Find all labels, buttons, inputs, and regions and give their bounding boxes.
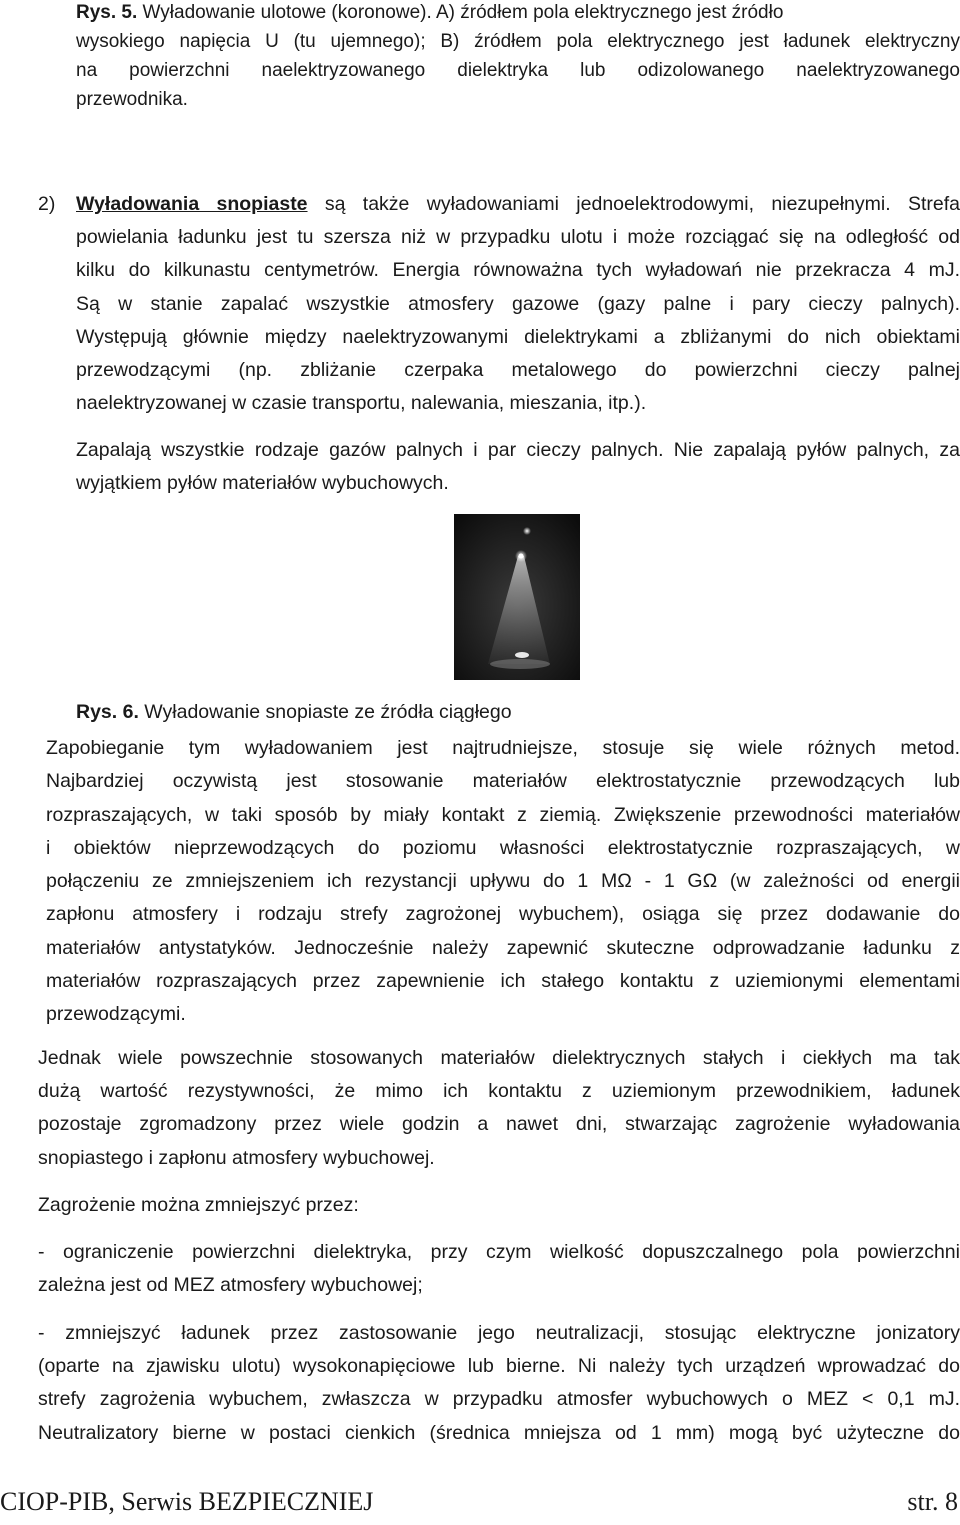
figure-6-label: Rys. 6. xyxy=(76,701,139,723)
caption-line xyxy=(76,0,960,27)
paragraph-line: Są w stanie zapalać wszystkie atmosfery gazowe (gazy palne i pary cieczy palnych). xyxy=(76,292,960,315)
section-number: 2) xyxy=(38,193,56,215)
figure-6-caption-text: Wyładowanie snopiaste ze źródła ciągłego xyxy=(138,701,512,723)
brush-discharge-image xyxy=(454,514,580,680)
list-line: strefy zagrożenia wybuchem, zwłaszcza w przypadku atmosfer wybuchowych o MEZ < 0,1 mJ. xyxy=(38,1388,960,1411)
paragraph-line: materiałów rozpraszających przez zapewnienie ich stałego kontaktu z uziemionymi elementami xyxy=(46,970,960,993)
paragraph-line: Jednak wiele powszechnie stosowanych materiałów dielektrycznych stałych i ciekłych ma tak xyxy=(38,1047,960,1069)
paragraph-line: przewodzącymi. xyxy=(46,1003,186,1026)
brush-discharge-photo xyxy=(454,514,580,680)
paragraph-line: Najbardziej oczywistą jest stosowanie materiałów elektrostatycznie przewodzących lub xyxy=(46,770,960,793)
footer-source: CIOP-PIB, Serwis BEZPIECZNIEJ xyxy=(0,1487,374,1516)
reduce-intro: Zagrożenie można zmniejszyć przez: xyxy=(38,1194,359,1216)
list-line: Neutralizatory bierne w postaci cienkich (średnica mniejsza od 1 mm) mogą być użyteczne do xyxy=(38,1421,960,1444)
section-2-paragraph xyxy=(76,188,960,420)
page-footer xyxy=(0,1487,960,1523)
list-line: - ograniczenie powierzchni dielektryka, przy czym wielkość dopuszczalnego pola powierzchni xyxy=(38,1241,960,1263)
paragraph-line: Zapobieganie tym wyładowaniem jest najtrudniejsze, stosuje się wiele różnych metod. xyxy=(46,737,960,759)
reduce-item-2 xyxy=(38,1317,960,1450)
paragraph-line: i obiektów nieprzewodzących do poziomu własności elektrostatycznie rozpraszających, w xyxy=(46,836,960,859)
caption-line: przewodnika. xyxy=(76,89,188,110)
paragraph-line: wyjątkiem pyłów materiałów wybuchowych. xyxy=(76,472,449,495)
reduce-item-1 xyxy=(38,1236,960,1302)
list-line: (oparte na zjawisku ulotu) wysokonapięciowe lub bierne. Ni należy tych urządzeń wprowadzać do xyxy=(38,1355,960,1378)
paragraph-line: są także wyładowaniami jednoelektrodowymi, niezupełnymi. Strefa xyxy=(307,193,960,215)
paragraph-line: kilku do kilkunastu centymetrów. Energia równoważna tych wyładowań nie przekracza 4 mJ. xyxy=(76,259,960,282)
figure-6-caption xyxy=(76,696,512,729)
paragraph-line: Zapalają wszystkie rodzaje gazów palnych i par cieczy palnych. Nie zapalają pyłów palnych, za xyxy=(76,439,960,461)
paragraph-line: dużą wartość rezystywności, że mimo ich kontaktu z uziemionym przewodnikiem, ładunek xyxy=(38,1080,960,1103)
ignition-paragraph xyxy=(76,434,960,500)
page-number: str. 8 xyxy=(907,1487,958,1516)
list-line: zależna jest od MEZ atmosfery wybuchowej; xyxy=(38,1274,423,1297)
caption-line: wysokiego napięcia U (tu ujemnego); B) źródłem pola elektrycznego jest ładunek elektryczny xyxy=(76,31,960,52)
paragraph-line: zapłonu atmosfery i rodzaju strefy zagrożonej wybuchem), osiąga się przez dodawanie do xyxy=(46,903,960,926)
paragraph-line: przewodzącymi (np. zbliżanie czerpaka metalowego do powierzchni cieczy palnej xyxy=(76,359,960,382)
figure-5-label: Rys. 5. xyxy=(76,2,138,23)
prevention-paragraph xyxy=(46,732,960,1032)
paragraph-line: rozpraszających, w taki sposób by miały kontakt z ziemią. Zwiększenie przewodności materiałów xyxy=(46,803,960,826)
paragraph-line: naelektryzowanej w czasie transportu, nalewania, mieszania, itp.). xyxy=(76,392,647,415)
caption-line: na powierzchni naelektryzowanego dielektryka lub odizolowanego naelektryzowanego xyxy=(76,60,960,81)
list-line: - zmniejszyć ładunek przez zastosowanie jego neutralizacji, stosując elektryczne jonizatory xyxy=(38,1322,960,1344)
paragraph-line: snopiastego i zapłonu atmosfery wybuchowej. xyxy=(38,1146,435,1169)
paragraph-line: Występują głównie między naelektryzowanymi dielektrykami a zbliżanymi do nich obiektami xyxy=(76,325,960,348)
paragraph-line: powielania ładunku jest tu szersza niż w przypadku ulotu i może rozciągać się na odległość od xyxy=(76,226,960,249)
figure-5-caption xyxy=(76,0,960,114)
term-wyladowania-snopiaste: Wyładowania snopiaste xyxy=(76,193,308,215)
paragraph-line: połączeniu ze zmniejszeniem ich rezystancji upływu do 1 MΩ - 1 GΩ (w zależności od energii xyxy=(46,870,960,893)
caption-text: Wyładowanie ulotowe (koronowe). A) źródłem pola elektrycznego jest źródło xyxy=(137,2,784,23)
paragraph-line: pozostaje zgromadzony przez wiele godzin a nawet dni, stwarzając zagrożenie wyładowania xyxy=(38,1113,960,1136)
paragraph-line: materiałów antystatyków. Jednocześnie należy zapewnić skuteczne odprowadzanie ładunku z xyxy=(46,936,960,959)
resistivity-paragraph xyxy=(38,1042,960,1175)
